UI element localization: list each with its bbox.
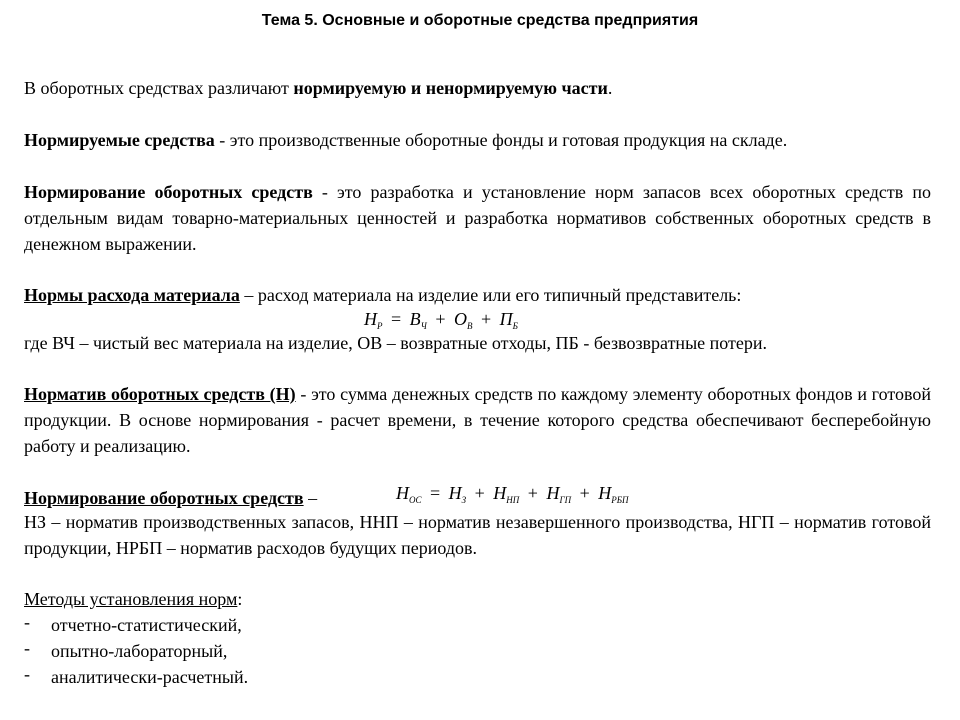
normalized-funds-term: Нормируемые средства — [24, 130, 215, 150]
formula2-h-sub: ОС — [409, 495, 422, 505]
capital-normalization-term: Нормирование оборотных средств — [24, 488, 304, 508]
list-bullet: - — [24, 664, 30, 684]
list-item-text: опытно-лабораторный, — [51, 641, 228, 661]
list-item-text: отчетно-статистический, — [51, 615, 242, 635]
formula2-t4: Н — [598, 483, 612, 503]
formula2-eq: = — [430, 483, 441, 503]
formula2-t2: Н — [493, 483, 507, 503]
material-norms-paragraph — [24, 282, 931, 308]
working-capital-standard-paragraph — [24, 381, 931, 459]
formula1-p-sub: Б — [512, 321, 518, 331]
methods-list-container — [24, 612, 931, 690]
list-bullet: - — [24, 612, 30, 632]
list-item — [24, 664, 931, 690]
normalized-funds-text: - это производственные оборотные фонды и готовая продукция на складе. — [214, 130, 788, 150]
list-item-text: аналитически-расчетный. — [51, 667, 249, 687]
methods-list — [24, 612, 931, 690]
formula1-p: П — [499, 309, 513, 329]
formula2-h: Н — [396, 483, 409, 503]
intro-bold-text: нормируемую и ненормируемую части — [293, 78, 608, 98]
methods-heading — [24, 586, 931, 612]
normalization-text: - это разработка и установление норм запасов всех оборотных средств по отдельным видам товарно-материальных ценностей и разработка нормативов собственных оборотных средств в денежном выражении. — [24, 182, 932, 254]
formula2-t2-sub: НП — [506, 495, 520, 505]
intro-end: . — [607, 78, 613, 98]
formula2-t1-sub: З — [461, 495, 467, 505]
capital-normalization-formula — [396, 483, 629, 505]
formula1-v-sub: Ч — [420, 321, 427, 331]
formula1-o: О — [454, 309, 468, 329]
formula1-h: Н — [364, 309, 377, 329]
formula1-legend: где ВЧ – чистый вес материала на изделие, ОВ – возвратные отходы, ПБ - безвозвратные потери. — [24, 333, 768, 353]
material-norm-formula — [364, 309, 518, 331]
methods-heading-colon: : — [237, 589, 243, 609]
formula1-h-sub: Р — [377, 321, 383, 331]
material-norms-term: Нормы расхода материала — [24, 285, 240, 305]
intro-paragraph — [24, 75, 931, 101]
material-norms-text: – расход материала на изделие или его типичный представитель: — [239, 285, 742, 305]
formula1-o-sub: В — [467, 321, 473, 331]
formula2-plus3: + — [579, 483, 590, 503]
formula2-t4-sub: РБП — [611, 495, 629, 505]
normalized-funds-paragraph — [24, 127, 931, 153]
formula2-legend: НЗ – норматив производственных запасов, ННП – норматив незавершенного производства, НГП – норматив готовой продукции, НРБП – норматив расходов будущих периодов. — [24, 512, 931, 558]
list-item — [24, 638, 931, 664]
methods-heading-text: Методы установления норм — [24, 589, 238, 609]
capital-normalization-dash: – — [303, 488, 318, 508]
list-item — [24, 612, 931, 638]
formula2-plus2: + — [527, 483, 538, 503]
formula2-t3-sub: ГП — [559, 495, 572, 505]
normalization-term: Нормирование оборотных средств — [24, 182, 313, 202]
list-bullet: - — [24, 638, 30, 658]
normalization-paragraph — [24, 179, 931, 257]
slide-title: Тема 5. Основные и оборотные средства предприятия — [261, 12, 699, 29]
formula2-t3: Н — [546, 483, 560, 503]
formula1-v: В — [409, 309, 421, 329]
working-capital-standard-term: Норматив оборотных средств (Н) — [24, 384, 296, 404]
formula2-t1: Н — [448, 483, 462, 503]
formula1-plus2: + — [481, 309, 492, 329]
working-capital-standard-text: - это сумма денежных средств по каждому элементу оборотных фондов и готовой продукции. В основе нормирования - расчет времени, в течение которого средства обеспечивают бесперебойную работу и реализацию. — [24, 384, 932, 456]
formula1-eq: = — [391, 309, 402, 329]
intro-text: В оборотных средствах различают — [24, 78, 294, 98]
formula2-plus1: + — [474, 483, 485, 503]
formula1-plus1: + — [435, 309, 446, 329]
